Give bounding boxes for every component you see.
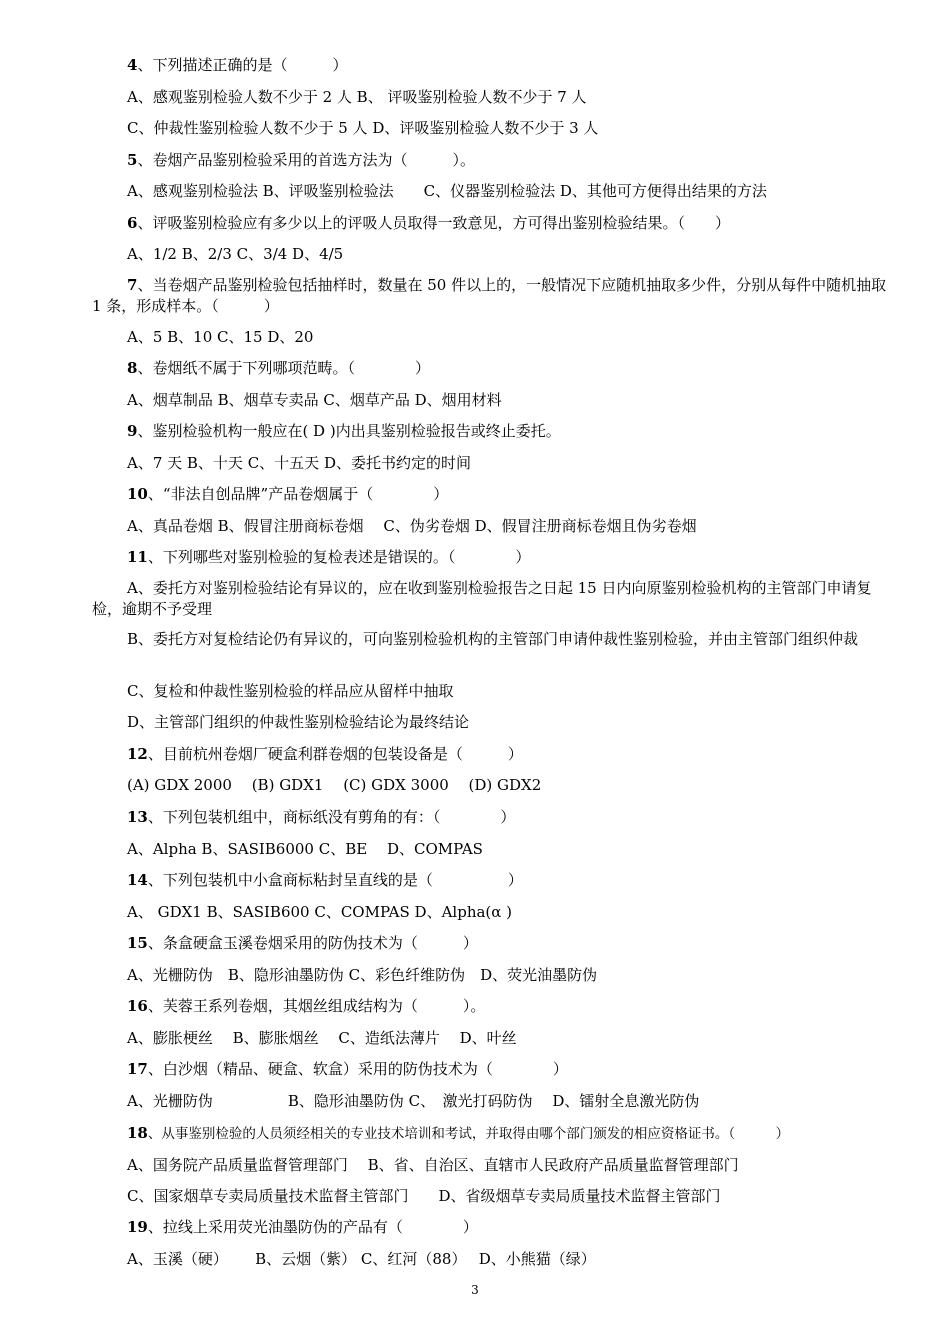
question-11-option-a: A、委托方对鉴别检验结论有异议的，应在收到鉴别检验报告之日起 15 日内向原鉴别检验机构的主管部门申请复检，逾期不予受理 — [92, 579, 872, 618]
question-stem: 、下列哪些对鉴别检验的复检表述是错误的。（ ） — [147, 548, 531, 566]
question-4-options-1: A、感观鉴别检验人数不少于 2 人 B、 评吸鉴别检验人数不少于 7 人 — [127, 88, 587, 106]
question-8-options: A、烟草制品 B、烟草专卖品 C、烟草产品 D、烟用材料 — [127, 391, 502, 409]
question-9-options: A、7 天 B、十天 C、十五天 D、委托书约定的时间 — [127, 454, 471, 472]
question-19 — [127, 1217, 898, 1237]
question-7 — [92, 275, 898, 317]
question-15 — [127, 933, 898, 953]
question-18 — [127, 1123, 898, 1144]
question-number: 5 — [127, 151, 138, 169]
question-stem: 、目前杭州卷烟厂硬盒利群卷烟的包装设备是（ ） — [147, 745, 523, 763]
question-stem: 、从事鉴别检验的人员须经相关的专业技术培训和考试，并取得由哪个部门颁发的相应资格证书。（ ） — [147, 1126, 790, 1142]
question-stem: 、“非法自创品牌”产品卷烟属于（ ） — [147, 485, 449, 503]
question-5 — [127, 150, 898, 170]
question-14-options: A、 GDX1 B、SASIB600 C、COMPAS D、Alpha(α ) — [127, 903, 513, 921]
question-stem: 、芙蓉王系列卷烟，其烟丝组成结构为（ ）。 — [147, 997, 486, 1015]
question-14 — [127, 870, 898, 890]
question-11-option-b: B、委托方对复检结论仍有异议的，可向鉴别检验机构的主管部门申请仲裁性鉴别检验，并由主管部门组织仲裁 — [127, 630, 859, 648]
question-number: 15 — [127, 934, 148, 952]
question-stem: 、白沙烟（精品、硬盒、软盒）采用的防伪技术为（ ） — [147, 1060, 568, 1078]
question-number: 7 — [127, 276, 138, 294]
question-stem: 、评吸鉴别检验应有多少以上的评吸人员取得一致意见，方可得出鉴别检验结果。（ ） — [137, 214, 730, 232]
question-16-options: A、膨胀梗丝 B、膨胀烟丝 C、造纸法薄片 D、叶丝 — [127, 1029, 517, 1047]
question-5-options: A、感观鉴别检验法 B、评吸鉴别检验法 C、仪器鉴别检验法 D、其他可方便得出结果的方法 — [127, 182, 767, 200]
question-number: 4 — [127, 56, 138, 74]
question-10 — [127, 484, 898, 504]
question-number: 8 — [127, 359, 138, 377]
question-stem: 、卷烟产品鉴别检验采用的首选方法为（ ）。 — [137, 151, 475, 169]
question-8 — [127, 358, 898, 378]
question-11-option-c: C、复检和仲裁性鉴别检验的样品应从留样中抽取 — [127, 682, 454, 700]
question-stem: 、拉线上采用荧光油墨防伪的产品有（ ） — [147, 1218, 478, 1236]
question-number: 11 — [127, 548, 148, 566]
question-7-options: A、5 B、10 C、15 D、20 — [127, 328, 314, 346]
question-number: 6 — [127, 214, 138, 232]
question-16 — [127, 996, 898, 1016]
question-4 — [127, 55, 898, 75]
question-stem: 、卷烟纸不属于下列哪项范畴。（ ） — [137, 359, 430, 377]
question-number: 12 — [127, 745, 148, 763]
question-number: 10 — [127, 485, 148, 503]
question-17-options: A、光栅防伪 B、隐形油墨防伪 C、 激光打码防伪 D、镭射全息激光防伪 — [127, 1092, 700, 1110]
question-19-options: A、玉溪（硬） B、云烟（紫） C、红河（88） D、小熊猫（绿） — [127, 1250, 596, 1268]
question-18-options-2: C、国家烟草专卖局质量技术监督主管部门 D、省级烟草专卖局质量技术监督主管部门 — [127, 1187, 721, 1205]
question-6-options: A、1/2 B、2/3 C、3/4 D、4/5 — [127, 245, 344, 263]
question-number: 16 — [127, 997, 148, 1015]
question-stem: 、条盒硬盒玉溪卷烟采用的防伪技术为（ ） — [147, 934, 478, 952]
question-13 — [127, 807, 898, 827]
question-number: 19 — [127, 1218, 148, 1236]
question-18-options-1: A、国务院产品质量监督管理部门 B、省、自治区、直辖市人民政府产品质量监督管理部门 — [127, 1156, 739, 1174]
question-stem: 、下列包装机组中，商标纸没有剪角的有：（ ） — [147, 808, 516, 826]
question-number: 17 — [127, 1060, 148, 1078]
question-stem: 、鉴别检验机构一般应在( D )内出具鉴别检验报告或终止委托。 — [137, 422, 561, 440]
question-number: 14 — [127, 871, 148, 889]
question-stem: 、下列描述正确的是（ ） — [137, 56, 348, 74]
question-11 — [127, 547, 898, 567]
question-12-options: (A) GDX 2000 (B) GDX1 (C) GDX 3000 (D) GDX2 — [127, 776, 542, 794]
question-11-option-d: D、主管部门组织的仲裁性鉴别检验结论为最终结论 — [127, 713, 470, 731]
question-17 — [127, 1059, 898, 1079]
question-12 — [127, 744, 898, 764]
question-stem: 、下列包装机中小盒商标粘封呈直线的是（ ） — [147, 871, 523, 889]
page-number: 3 — [471, 1283, 479, 1297]
question-10-options: A、真品卷烟 B、假冒注册商标卷烟 C、伪劣卷烟 D、假冒注册商标卷烟且伪劣卷烟 — [127, 517, 697, 535]
question-number: 13 — [127, 808, 148, 826]
question-4-options-2: C、仲裁性鉴别检验人数不少于 5 人 D、评吸鉴别检验人数不少于 3 人 — [127, 119, 599, 137]
question-stem: 、当卷烟产品鉴别检验包括抽样时，数量在 50 件以上的，一般情况下应随机抽取多少件，分别从每件中随机抽取 1 条，形成样本。（ ） — [92, 276, 887, 315]
question-13-options: A、Alpha B、SASIB6000 C、BE D、COMPAS — [127, 840, 483, 858]
question-15-options: A、光栅防伪 B、隐形油墨防伪 C、彩色纤维防伪 D、荧光油墨防伪 — [127, 966, 598, 984]
question-number: 9 — [127, 422, 138, 440]
question-6 — [127, 213, 898, 233]
question-number: 18 — [127, 1124, 148, 1142]
question-9 — [127, 421, 898, 441]
